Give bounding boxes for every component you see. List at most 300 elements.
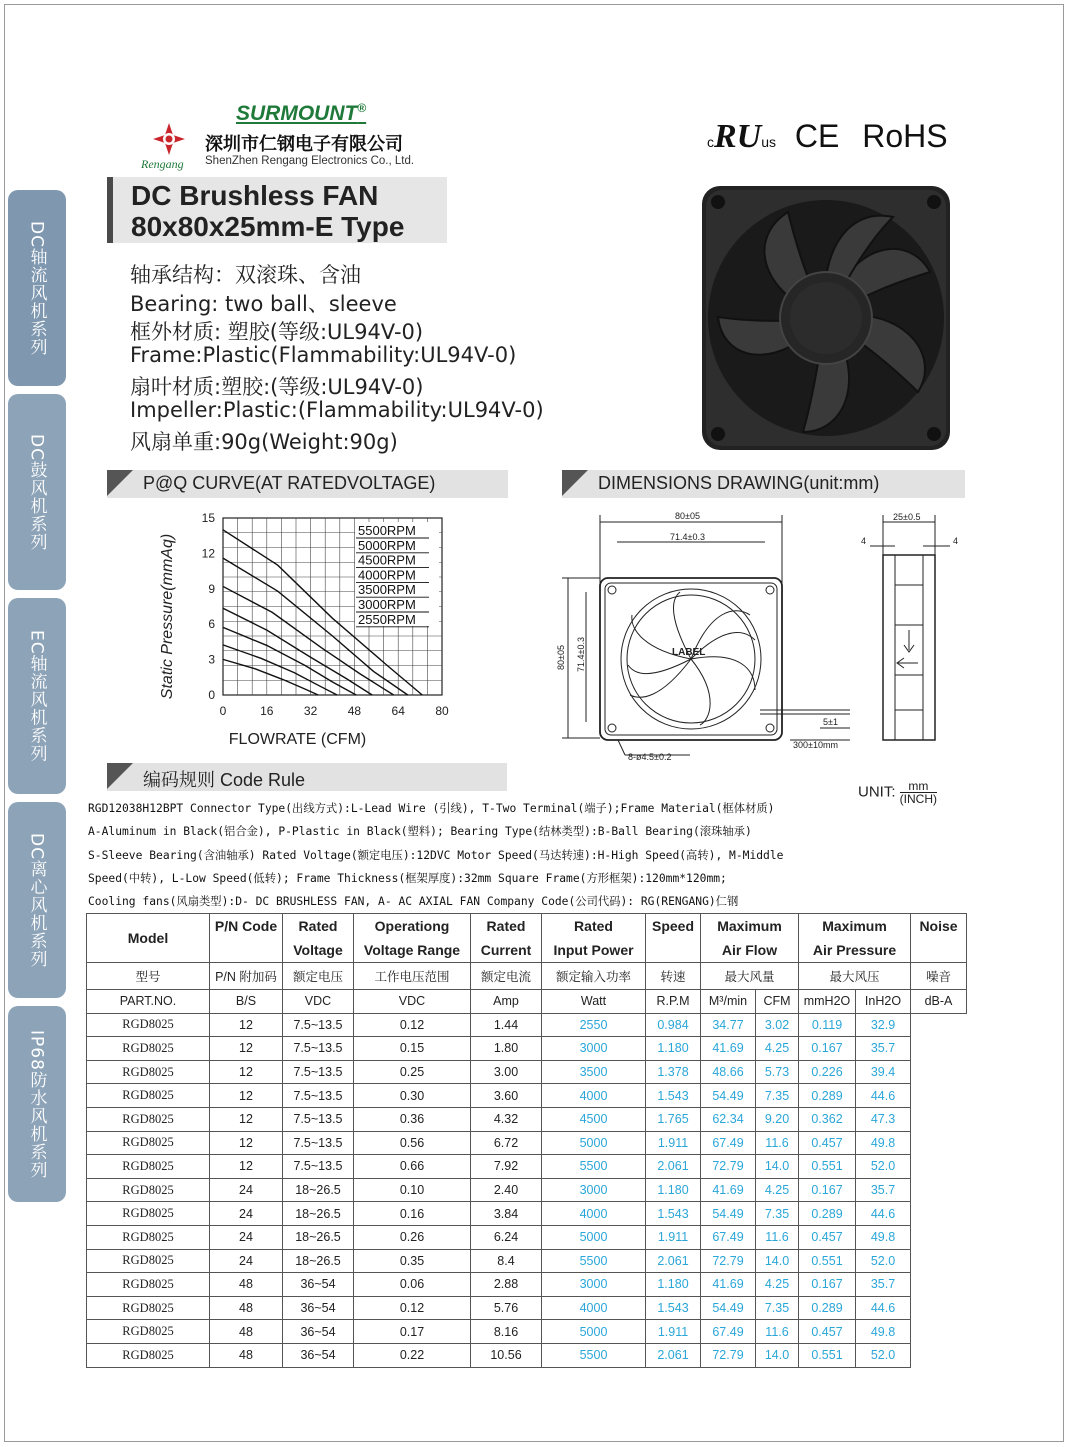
cell-rated-voltage: 12 — [210, 1155, 283, 1179]
cell-input-power: 4.32 — [471, 1107, 542, 1131]
cell-model: RGD8025 — [87, 1084, 210, 1108]
cell-input-power: 2.40 — [471, 1178, 542, 1202]
cell-airflow-cfm: 62.34 — [701, 1107, 756, 1131]
table-row — [87, 1060, 967, 1084]
cell-airflow-cfm: 67.49 — [701, 1131, 756, 1155]
col-header-voltage: Voltage — [283, 938, 354, 963]
unit-inch: (INCH) — [899, 792, 937, 806]
x-tick-label: 64 — [391, 704, 405, 718]
code-rule-line: RGD12038H12BPT Connector Type(出线方式):L-Lead Wire (引线), T-Two Terminal(端子);Frame Material(框体材质) — [88, 802, 775, 815]
pq-curve-chart — [150, 505, 470, 755]
cell-airflow-cfm: 41.69 — [701, 1273, 756, 1297]
cell-model: RGD8025 — [87, 1037, 210, 1061]
cell-input-power: 6.72 — [471, 1131, 542, 1155]
cell-airflow-m3: 0.984 — [646, 1013, 701, 1037]
cell-voltage-range: 7.5~13.5 — [283, 1131, 354, 1155]
spec-line: 风扇单重:90g(Weight:90g) — [130, 430, 398, 454]
dim-side-label-2: 4 — [953, 536, 959, 546]
cell-airflow-cfm: 67.49 — [701, 1225, 756, 1249]
cell-rated-voltage: 12 — [210, 1084, 283, 1108]
spec-line: 轴承结构：双滚珠、含油 — [130, 263, 361, 287]
cell-noise: 49.8 — [856, 1225, 911, 1249]
dim-inner-height-label: 71.4±0.3 — [576, 637, 586, 672]
cell-pressure-mmh2o: 14.0 — [756, 1249, 799, 1273]
side-tab-ip68[interactable] — [8, 1006, 66, 1202]
col-header-voltage-range: Voltage Range — [354, 938, 471, 963]
cell-noise: 52.0 — [856, 1249, 911, 1273]
cell-voltage-range: 18~26.5 — [283, 1225, 354, 1249]
cell-model: RGD8025 — [87, 1273, 210, 1297]
dim-depth-label: 25±0.5 — [893, 512, 921, 522]
cell-airflow-m3: 1.543 — [646, 1296, 701, 1320]
spec-line: 扇叶材质:塑胶:(等级:UL94V-0) — [130, 375, 424, 399]
cell-airflow-m3: 2.061 — [646, 1155, 701, 1179]
fan-photo-icon — [698, 182, 954, 454]
cell-voltage-range: 36~54 — [283, 1296, 354, 1320]
x-tick-label: 0 — [219, 704, 227, 718]
cell-noise: 35.7 — [856, 1178, 911, 1202]
unit-cell: M³/min — [701, 990, 756, 1014]
side-tab-label: DC离心风机系列 — [26, 832, 47, 968]
cell-noise: 39.4 — [856, 1060, 911, 1084]
cell-airflow-m3: 1.180 — [646, 1178, 701, 1202]
cell-speed: 3000 — [542, 1037, 646, 1061]
cell-pressure-inh2o: 0.119 — [799, 1013, 856, 1037]
product-title-line1: DC Brushless FAN — [131, 180, 379, 211]
cell-rated-current: 0.26 — [354, 1225, 471, 1249]
col-header-cn: 额定输入功率 — [542, 963, 646, 990]
cell-model: RGD8025 — [87, 1155, 210, 1179]
cell-model: RGD8025 — [87, 1320, 210, 1344]
cell-speed: 4000 — [542, 1296, 646, 1320]
cell-model: RGD8025 — [87, 1107, 210, 1131]
cell-pressure-inh2o: 0.551 — [799, 1155, 856, 1179]
table-row — [87, 1013, 967, 1037]
cell-voltage-range: 7.5~13.5 — [283, 1013, 354, 1037]
col-header-model: Model — [87, 914, 210, 963]
brand-text: SURMOUNT — [236, 102, 358, 125]
cell-rated-voltage: 12 — [210, 1037, 283, 1061]
side-tab-label: DC轴流风机系列 — [26, 220, 47, 356]
section-header-pq — [107, 470, 508, 498]
dimensions-drawing — [550, 510, 970, 765]
cell-speed: 3500 — [542, 1060, 646, 1084]
y-tick-label: 9 — [208, 581, 215, 596]
section-title: P@Q CURVE(AT RATEDVOLTAGE) — [143, 473, 436, 493]
table-row — [87, 1249, 967, 1273]
cell-rated-voltage: 12 — [210, 1131, 283, 1155]
cell-speed: 5000 — [542, 1131, 646, 1155]
cell-airflow-cfm: 72.79 — [701, 1249, 756, 1273]
y-axis-label: Static Pressure(mmAq) — [159, 533, 176, 700]
cell-noise: 49.8 — [856, 1131, 911, 1155]
section-title: DIMENSIONS DRAWING(unit:mm) — [598, 473, 880, 493]
cell-input-power: 8.16 — [471, 1320, 542, 1344]
cell-speed: 3000 — [542, 1178, 646, 1202]
cell-rated-current: 0.30 — [354, 1084, 471, 1108]
cell-rated-voltage: 48 — [210, 1343, 283, 1367]
cell-speed: 5000 — [542, 1225, 646, 1249]
col-header-operationg: Operationg — [354, 914, 471, 939]
cell-speed: 3000 — [542, 1273, 646, 1297]
legend-entry: 5500RPM — [358, 523, 416, 538]
dim-width-label: 80±05 — [675, 511, 700, 521]
cell-model: RGD8025 — [87, 1225, 210, 1249]
cell-input-power: 3.00 — [471, 1060, 542, 1084]
cell-noise: 35.7 — [856, 1273, 911, 1297]
logo-script: Rengang — [141, 157, 184, 171]
cell-airflow-m3: 1.911 — [646, 1131, 701, 1155]
table-row — [87, 1178, 967, 1202]
cell-model: RGD8025 — [87, 1296, 210, 1320]
cell-rated-current: 0.10 — [354, 1178, 471, 1202]
cell-airflow-cfm: 48.66 — [701, 1060, 756, 1084]
side-tab-dc-axial[interactable] — [8, 190, 66, 386]
unit-cell: Watt — [542, 990, 646, 1014]
cell-input-power: 10.56 — [471, 1343, 542, 1367]
table-row — [87, 1343, 967, 1367]
unit-cell: mmH2O — [799, 990, 856, 1014]
cell-pressure-mmh2o: 7.35 — [756, 1084, 799, 1108]
cell-rated-current: 0.25 — [354, 1060, 471, 1084]
unit-cell: CFM — [756, 990, 799, 1014]
unit-cell: VDC — [354, 990, 471, 1014]
spec-line: 框外材质: 塑胶(等级:UL94V-0) — [130, 320, 424, 344]
unit-mm: mm — [900, 780, 937, 793]
col-header-air-pressure: Air Pressure — [799, 938, 911, 963]
cell-pressure-inh2o: 0.167 — [799, 1178, 856, 1202]
col-header-cn: 额定电压 — [283, 963, 354, 990]
cell-model: RGD8025 — [87, 1131, 210, 1155]
cell-pressure-inh2o: 0.167 — [799, 1037, 856, 1061]
cell-model: RGD8025 — [87, 1202, 210, 1226]
x-tick-label: 32 — [303, 704, 318, 718]
cell-airflow-m3: 1.378 — [646, 1060, 701, 1084]
cell-input-power: 2.88 — [471, 1273, 542, 1297]
cell-input-power: 7.92 — [471, 1155, 542, 1179]
cell-rated-current: 0.35 — [354, 1249, 471, 1273]
col-header-cn: 额定电流 — [471, 963, 542, 990]
y-tick-label: 6 — [208, 617, 215, 632]
cell-noise: 52.0 — [856, 1155, 911, 1179]
side-tab-label: DC鼓风机系列 — [26, 433, 47, 551]
cell-pressure-mmh2o: 11.6 — [756, 1131, 799, 1155]
spec-line: Frame:Plastic(Flammability:UL94V-0) — [130, 343, 517, 367]
table-row — [87, 1225, 967, 1249]
lead-length-label: 300±10mm — [793, 740, 838, 750]
unit-cell: InH2O — [856, 990, 911, 1014]
col-header-current: Current — [471, 938, 542, 963]
col-header-cn: 型号 — [87, 963, 210, 990]
spec-table — [86, 913, 967, 1368]
y-tick-label: 3 — [208, 652, 215, 667]
cell-airflow-m3: 1.180 — [646, 1273, 701, 1297]
cell-input-power: 3.84 — [471, 1202, 542, 1226]
registered-mark: ® — [357, 101, 367, 115]
cell-rated-current: 0.56 — [354, 1131, 471, 1155]
cell-speed: 5000 — [542, 1320, 646, 1344]
cell-airflow-m3: 1.543 — [646, 1084, 701, 1108]
section-title: 编码规则 Code Rule — [143, 770, 306, 790]
cell-rated-voltage: 24 — [210, 1249, 283, 1273]
pn-code-cell: B/S — [210, 990, 283, 1014]
spec-line: Bearing: two ball、sleeve — [130, 292, 397, 316]
cell-airflow-cfm: 54.49 — [701, 1084, 756, 1108]
fan-label-text: LABEL — [672, 647, 706, 658]
cell-rated-voltage: 48 — [210, 1273, 283, 1297]
code-rule-line: Speed(中转), L-Low Speed(低转); Frame Thickness(框架厚度):32mm Square Frame(方形框架):120mm*120mm; — [88, 872, 727, 885]
legend-entry: 3500RPM — [358, 582, 416, 598]
code-rule-line: Cooling fans(风扇类型):D- DC BRUSHLESS FAN, A- AC AXIAL FAN Company Code(公司代码): RG(RENGANG)仁钢 — [88, 895, 739, 908]
cell-rated-voltage: 12 — [210, 1107, 283, 1131]
certification-marks — [707, 118, 948, 156]
cell-voltage-range: 7.5~13.5 — [283, 1155, 354, 1179]
x-tick-label: 16 — [260, 704, 274, 718]
y-tick-label: 12 — [201, 546, 215, 561]
cell-pressure-mmh2o: 7.35 — [756, 1202, 799, 1226]
cell-model: RGD8025 — [87, 1178, 210, 1202]
cell-input-power: 5.76 — [471, 1296, 542, 1320]
col-header-cn: 工作电压范围 — [354, 963, 471, 990]
x-axis-label: FLOWRATE (CFM) — [228, 731, 367, 748]
cell-noise: 47.3 — [856, 1107, 911, 1131]
cell-pressure-inh2o: 0.551 — [799, 1343, 856, 1367]
cell-speed: 4000 — [542, 1084, 646, 1108]
ce-mark-icon: CE — [794, 118, 840, 154]
table-row — [87, 1320, 967, 1344]
dim-inner-width-label: 71.4±0.3 — [670, 532, 705, 542]
spec-line: Impeller:Plastic:(Flammability:UL94V-0) — [130, 398, 544, 422]
col-header-air-flow: Air Flow — [701, 938, 799, 963]
cell-pressure-inh2o: 0.226 — [799, 1060, 856, 1084]
legend-entry: 5000RPM — [358, 537, 416, 553]
cell-airflow-m3: 1.911 — [646, 1320, 701, 1344]
cell-airflow-cfm: 34.77 — [701, 1013, 756, 1037]
cell-noise: 35.7 — [856, 1037, 911, 1061]
table-row — [87, 1155, 967, 1179]
cell-speed: 4000 — [542, 1202, 646, 1226]
cell-speed: 5500 — [542, 1343, 646, 1367]
code-rule-line: S-Sleeve Bearing(含油轴承) Rated Voltage(额定电压):12DVC Motor Speed(马达转速):H-High Speed(高转), M-Middle — [88, 849, 784, 862]
cell-voltage-range: 36~54 — [283, 1320, 354, 1344]
cell-noise: 44.6 — [856, 1084, 911, 1108]
cell-airflow-cfm: 72.79 — [701, 1343, 756, 1367]
x-tick-label: 48 — [347, 704, 362, 718]
strip-length-label: 5±1 — [823, 717, 838, 727]
cell-airflow-cfm: 41.69 — [701, 1037, 756, 1061]
cell-noise: 32.9 — [856, 1013, 911, 1037]
ul-c-mark: c — [707, 134, 714, 150]
cell-noise: 52.0 — [856, 1343, 911, 1367]
table-header-cn-row — [87, 963, 967, 990]
unit-note — [858, 780, 937, 805]
col-header-input-power: Input Power — [542, 938, 646, 963]
col-header-rated: Rated — [283, 914, 354, 939]
side-tab-label: IP68防水风机系列 — [26, 1029, 47, 1179]
col-header-cn: 噪音 — [911, 963, 967, 990]
cell-pressure-mmh2o: 4.25 — [756, 1178, 799, 1202]
cell-pressure-inh2o: 0.289 — [799, 1296, 856, 1320]
col-header-cn: 最大风压 — [799, 963, 911, 990]
table-header-row — [87, 914, 967, 939]
cell-model: RGD8025 — [87, 1343, 210, 1367]
cell-rated-voltage: 12 — [210, 1013, 283, 1037]
cell-pressure-mmh2o: 7.35 — [756, 1296, 799, 1320]
table-row — [87, 1037, 967, 1061]
side-tab-label: EC轴流风机系列 — [26, 629, 47, 763]
cell-pressure-mmh2o: 9.20 — [756, 1107, 799, 1131]
col-header-cn: 最大风量 — [701, 963, 799, 990]
cell-airflow-cfm: 54.49 — [701, 1202, 756, 1226]
cell-pressure-inh2o: 0.362 — [799, 1107, 856, 1131]
cell-rated-voltage: 48 — [210, 1320, 283, 1344]
cell-airflow-m3: 1.765 — [646, 1107, 701, 1131]
cell-noise: 49.8 — [856, 1320, 911, 1344]
col-header-max-airflow: Maximum — [701, 914, 799, 939]
ul-us-mark: us — [761, 134, 777, 150]
brand-name — [236, 101, 366, 126]
cell-airflow-cfm: 72.79 — [701, 1155, 756, 1179]
cell-rated-current: 0.17 — [354, 1320, 471, 1344]
cell-pressure-mmh2o: 11.6 — [756, 1225, 799, 1249]
cell-speed: 2550 — [542, 1013, 646, 1037]
unit-cell: VDC — [283, 990, 354, 1014]
cell-pressure-mmh2o: 4.25 — [756, 1273, 799, 1297]
cell-speed: 4500 — [542, 1107, 646, 1131]
unit-label: UNIT: — [858, 783, 896, 801]
cell-pressure-mmh2o: 5.73 — [756, 1060, 799, 1084]
cell-rated-current: 0.66 — [354, 1155, 471, 1179]
cell-input-power: 1.44 — [471, 1013, 542, 1037]
code-rule-line: A-Aluminum in Black(铝合金), P-Plastic in Black(塑料); Bearing Type(结林类型):B-Ball Bearing(滚珠轴承) — [88, 825, 752, 838]
cell-speed: 5500 — [542, 1249, 646, 1273]
cell-voltage-range: 36~54 — [283, 1343, 354, 1367]
product-title-line2: 80x80x25mm-E Type — [131, 211, 405, 242]
cell-voltage-range: 18~26.5 — [283, 1202, 354, 1226]
table-units-row — [87, 990, 967, 1014]
cell-rated-voltage: 24 — [210, 1178, 283, 1202]
cell-rated-voltage: 24 — [210, 1225, 283, 1249]
unit-fraction — [900, 780, 937, 805]
cell-rated-current: 0.22 — [354, 1343, 471, 1367]
company-name-cn: 深圳市仁钢电子有限公司 — [205, 134, 403, 155]
cell-pressure-mmh2o: 11.6 — [756, 1320, 799, 1344]
section-header-code-rule — [107, 763, 507, 791]
table-row — [87, 1296, 967, 1320]
ul-logo-icon: RU — [714, 118, 762, 155]
cell-rated-current: 0.06 — [354, 1273, 471, 1297]
cell-pressure-inh2o: 0.457 — [799, 1320, 856, 1344]
dim-side-label: 4 — [861, 536, 867, 546]
cell-rated-current: 0.12 — [354, 1013, 471, 1037]
cell-rated-current: 0.12 — [354, 1296, 471, 1320]
cell-voltage-range: 36~54 — [283, 1273, 354, 1297]
unit-cell: R.P.M — [646, 990, 701, 1014]
legend-entry: 2550RPM — [358, 611, 416, 627]
cell-voltage-range: 7.5~13.5 — [283, 1107, 354, 1131]
cell-pressure-inh2o: 0.289 — [799, 1084, 856, 1108]
col-header-rated-current: Rated — [471, 914, 542, 939]
cell-voltage-range: 7.5~13.5 — [283, 1037, 354, 1061]
section-header-dimensions — [562, 470, 965, 498]
side-tab-dc-blower[interactable] — [8, 394, 66, 590]
y-tick-label: 0 — [208, 688, 215, 702]
cell-rated-current: 0.16 — [354, 1202, 471, 1226]
table-row — [87, 1202, 967, 1226]
table-row — [87, 1131, 967, 1155]
col-header-pn-code: P/N Code — [210, 914, 283, 963]
cell-voltage-range: 7.5~13.5 — [283, 1060, 354, 1084]
unit-cell: Amp — [471, 990, 542, 1014]
cell-pressure-mmh2o: 14.0 — [756, 1343, 799, 1367]
legend-entry: 4500RPM — [358, 552, 416, 568]
cell-airflow-m3: 2.061 — [646, 1249, 701, 1273]
cell-pressure-mmh2o: 4.25 — [756, 1037, 799, 1061]
col-header-rated-power: Rated — [542, 914, 646, 939]
cell-airflow-m3: 2.061 — [646, 1343, 701, 1367]
side-tab-dc-centrifugal[interactable] — [8, 802, 66, 998]
cell-model: RGD8025 — [87, 1249, 210, 1273]
dim-height-label: 80±05 — [556, 645, 566, 670]
cell-pressure-inh2o: 0.457 — [799, 1131, 856, 1155]
cell-pressure-mmh2o: 3.02 — [756, 1013, 799, 1037]
cell-pressure-inh2o: 0.167 — [799, 1273, 856, 1297]
cell-airflow-cfm: 54.49 — [701, 1296, 756, 1320]
table-row — [87, 1084, 967, 1108]
cell-airflow-m3: 1.180 — [646, 1037, 701, 1061]
unit-cell: dB-A — [911, 990, 967, 1014]
col-header-cn: P/N 附加码 — [210, 963, 283, 990]
side-tab-ec-axial[interactable] — [8, 598, 66, 794]
cell-rated-current: 0.36 — [354, 1107, 471, 1131]
cell-pressure-inh2o: 0.289 — [799, 1202, 856, 1226]
cell-pressure-inh2o: 0.457 — [799, 1225, 856, 1249]
hole-label: 8-ø4.5±0.2 — [628, 752, 672, 762]
table-row — [87, 1107, 967, 1131]
legend-entry: 4000RPM — [358, 567, 416, 583]
y-tick-label: 15 — [201, 511, 215, 525]
cell-airflow-m3: 1.543 — [646, 1202, 701, 1226]
cell-airflow-m3: 1.911 — [646, 1225, 701, 1249]
cell-rated-voltage: 24 — [210, 1202, 283, 1226]
col-header-noise: Noise — [911, 914, 967, 963]
cell-noise: 44.6 — [856, 1202, 911, 1226]
cell-rated-current: 0.15 — [354, 1037, 471, 1061]
cell-rated-voltage: 12 — [210, 1060, 283, 1084]
table-row — [87, 1273, 967, 1297]
company-name-en: ShenZhen Rengang Electronics Co., Ltd. — [205, 155, 415, 167]
cell-pressure-inh2o: 0.551 — [799, 1249, 856, 1273]
legend-entry: 3000RPM — [358, 597, 416, 612]
cell-input-power: 6.24 — [471, 1225, 542, 1249]
cell-rated-voltage: 48 — [210, 1296, 283, 1320]
cell-airflow-cfm: 41.69 — [701, 1178, 756, 1202]
cell-noise: 44.6 — [856, 1296, 911, 1320]
cell-speed: 5500 — [542, 1155, 646, 1179]
cell-model: RGD8025 — [87, 1060, 210, 1084]
cell-voltage-range: 18~26.5 — [283, 1178, 354, 1202]
col-header-cn: 转速 — [646, 963, 701, 990]
col-header-speed: Speed — [646, 914, 701, 963]
rohs-mark: RoHS — [862, 118, 948, 154]
cell-voltage-range: 7.5~13.5 — [283, 1084, 354, 1108]
cell-voltage-range: 18~26.5 — [283, 1249, 354, 1273]
cell-model: RGD8025 — [87, 1013, 210, 1037]
x-tick-label: 80 — [435, 704, 449, 718]
unit-cell: PART.NO. — [87, 990, 210, 1014]
cell-pressure-mmh2o: 14.0 — [756, 1155, 799, 1179]
cell-input-power: 8.4 — [471, 1249, 542, 1273]
